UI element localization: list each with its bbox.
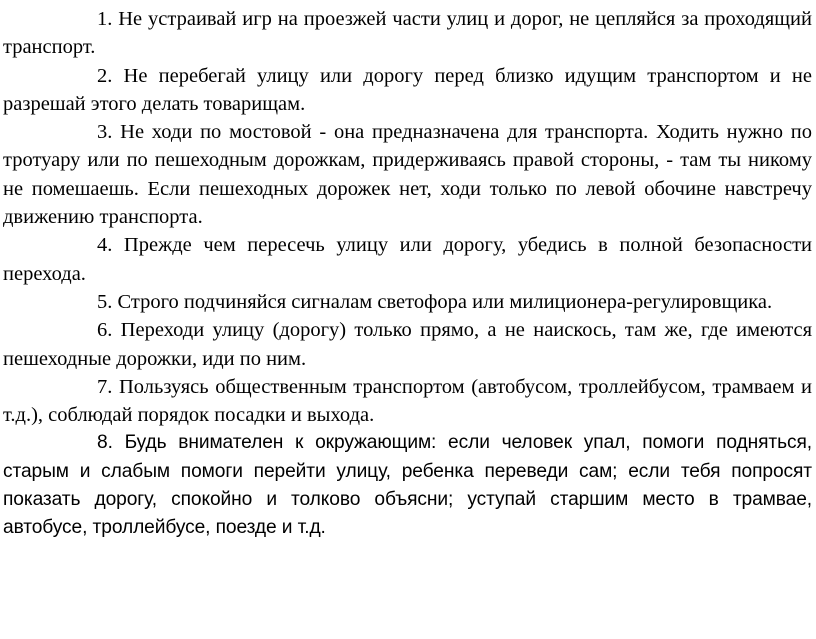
rule-paragraph-5: 5. Строго подчиняйся сигналам светофора или милиционера-регулировщика. <box>97 290 773 313</box>
rule-paragraph-3: 3. Не ходи по мостовой - она предназначена для транспорта. Ходить нужно по тротуару или по пешеходным дорожкам, придерживаясь правой стороны, - там ты никому не помешаешь. Если пешеходных дорожек нет, ходи только по левой обочине навстречу движению транспорта. <box>3 121 812 229</box>
rule-paragraph-1: 1. Не устраивай игр на проезжей части улиц и дорог, не цепляйся за проходящий транспорт. <box>3 8 812 59</box>
rule-paragraph-7: 7. Пользуясь общественным транспортом (автобусом, троллейбусом, трамваем и т.д.), соблюдай порядок посадки и выхода. <box>3 375 812 427</box>
rule-paragraph-2: 2. Не перебегай улицу или дорогу перед близко идущим транспортом и не разрешай этого делать товарищам. <box>3 64 812 115</box>
rule-paragraph-8: 8. Будь внимателен к окружающим: если человек упал, помоги подняться, старым и слабым помоги перейти улицу, ребенка переведи сам; если тебя попросят показать дорогу, спокойно и толково объясни; уступай старшим место в трамвае, автобусе, троллейбусе, поезде и т.д. <box>3 432 812 539</box>
rule-paragraph-6: 6. Переходи улицу (дорогу) только прямо, а не наискось, там же, где имеются пешеходные дорожки, иди по ним. <box>3 319 812 370</box>
rule-paragraph-4: 4. Прежде чем пересечь улицу или дорогу, убедись в полной безопасности перехода. <box>3 234 812 285</box>
